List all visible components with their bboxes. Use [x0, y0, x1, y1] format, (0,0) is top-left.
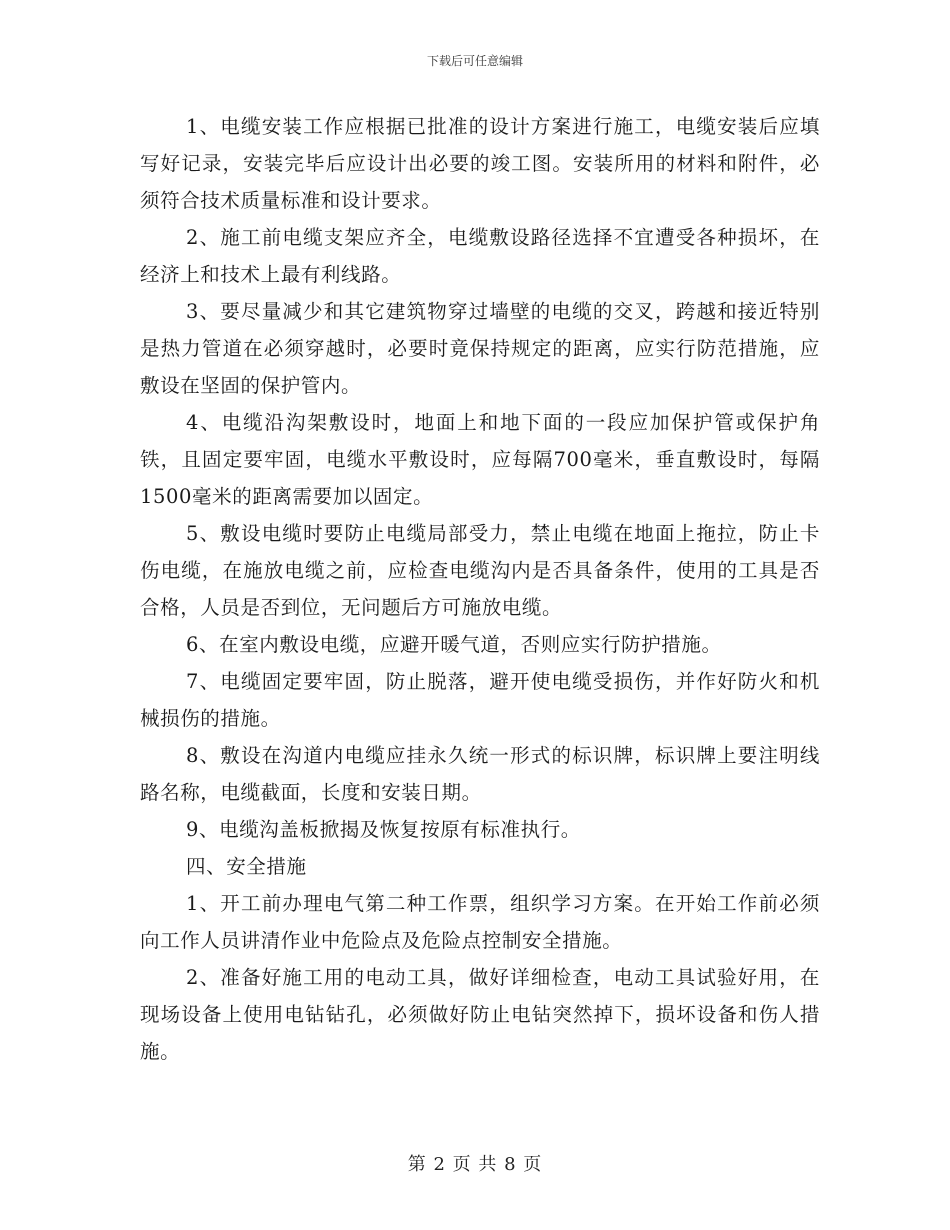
document-body	[140, 108, 820, 1070]
paragraph-cable-bracket-route: 2、施工前电缆支架应齐全，电缆敷设路径选择不宜遭受各种损坏，在经济上和技术上最有利线路。	[140, 226, 820, 286]
section-heading-safety-measures: 四、安全措施	[186, 855, 307, 878]
paragraph-identification-tags: 8、敷设在沟道内电缆应挂永久统一形式的标识牌，标识牌上要注明线路名称，电缆截面，长度和安装日期。	[140, 744, 820, 804]
page-number-footer: 第 2 页 共 8 页	[407, 1154, 543, 1175]
paragraph-crossing-buildings: 3、要尽量减少和其它建筑物穿过墙壁的电缆的交叉，跨越和接近特别是热力管道在必须穿越时，必要时竟保持规定的距离，应实行防范措施，应敷设在坚固的保护管内。	[140, 300, 820, 397]
paragraph-trench-cover: 9、电缆沟盖板掀揭及恢复按原有标准执行。	[186, 818, 581, 841]
paragraph-power-tools: 2、准备好施工用的电动工具，做好详细检查，电动工具试验好用，在现场设备上使用电钻钻孔，必须做好防止电钻突然掉下，损坏设备和伤人措施。	[140, 966, 820, 1063]
paragraph-trench-laying-fixing: 4、电缆沿沟架敷设时，地面上和地下面的一段应加保护管或保护角铁，且固定要牢固，电缆水平敷设时，应每隔700毫米，垂直敷设时，每隔1500毫米的距离需要加以固定。	[140, 411, 820, 508]
paragraph-fixing-fire-protection: 7、电缆固定要牢固，防止脱落，避开使电缆受损伤，并作好防火和机械损伤的措施。	[140, 670, 820, 730]
paragraph-work-ticket: 1、开工前办理电气第二种工作票，组织学习方案。在开始工作前必须向工作人员讲清作业中危险点及危险点控制安全措施。	[140, 892, 820, 952]
paragraph-cable-installation-basis: 1、电缆安装工作应根据已批准的设计方案进行施工，电缆安装后应填写好记录，安装完毕后应设计出必要的竣工图。安装所用的材料和附件，必须符合技术质量标准和设计要求。	[140, 115, 820, 212]
page-header-note: 下载后可任意编辑	[426, 54, 523, 68]
paragraph-indoor-laying: 6、在室内敷设电缆，应避开暖气道，否则应实行防护措施。	[186, 633, 722, 656]
paragraph-laying-precautions: 5、敷设电缆时要防止电缆局部受力，禁止电缆在地面上拖拉，防止卡伤电缆，在施放电缆之前，应检查电缆沟内是否具备条件，使用的工具是否合格，人员是否到位，无问题后方可施放电缆。	[140, 522, 820, 619]
